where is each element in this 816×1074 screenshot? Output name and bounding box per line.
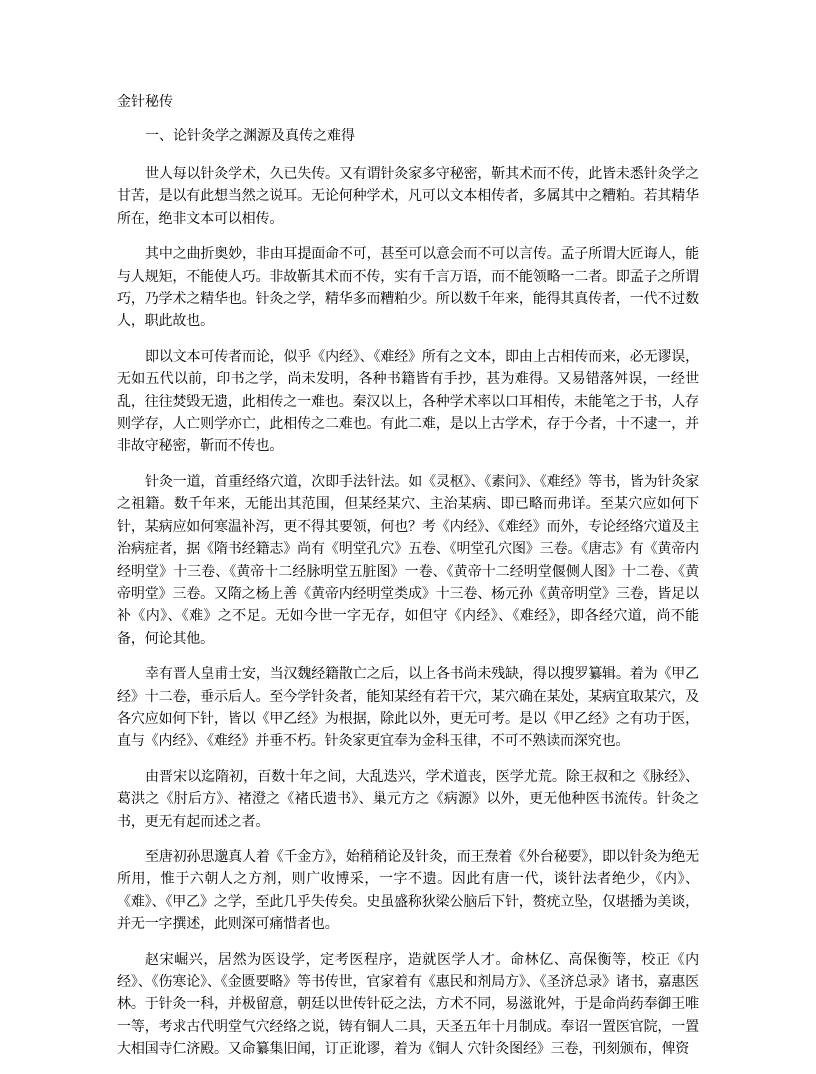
paragraph: 由晋宋以迄隋初，百数十年之间，大乱迭兴，学术道丧，医学尤荒。除王叔和之《脉经》、葛洪之《肘后方》、褚澄之《褚氏遗书》、巢元方之《病源》以外，更无他种医书流传。针灸之书，更无有起而述之者。 (117, 768, 699, 830)
document-title: 金针秘传 (117, 94, 173, 110)
paragraph: 针灸一道，首重经络穴道，次即手法针法。如《灵枢》、《素问》、《难经》等书，皆为针灸家之祖籍。数千年来，无能出其范围，但某经某穴、主治某病、即已略而弗详。至某穴应如何下针，某病应如何寒温补泻，更不得其要领，何也？考《内经》、《难经》而外，专论经络穴道及主治病症者，据《隋书经籍志》尚有《明堂孔穴》五卷、《明堂孔穴图》三卷。《唐志》有《黄帝内经明堂》十三卷、《黄帝十二经脉明堂五脏图》一卷、《黄帝十二经明堂偃侧人图》十二卷、《黄帝明堂》三卷。又隋之杨上善《黄帝内经明堂类成》十三卷、杨元孙《黄帝明堂》三卷，皆足以补《内》、《难》之不足。无如今世一字无存，如但守《内经》、《难经》，即各经穴道，尚不能备，何论其他。 (117, 473, 699, 647)
paragraph: 至唐初孙思邈真人着《千金方》，始稍稍论及针灸，而王焘着《外台秘要》，即以针灸为绝无所用，惟于六朝人之方剂，则广收博采，一字不遗。因此有唐一代，谈针法者绝少，《内》、《难》、《甲乙》之学，至此几乎失传矣。史虽盛称狄梁公脑后下针，赘疣立坠，仅堪播为美谈，并无一字撰述，此则深可痛惜者也。 (117, 848, 699, 933)
paragraph: 赵宋崛兴，居然为医设学，定考医程序，造就医学人才。命林亿、高保衡等，校正《内经》、《伤寒论》、《金匮要略》等书传世，官家着有《惠民和剂局方》、《圣济总录》诸书，嘉惠医林。于针灸一科，并极留意，朝廷以世传针砭之法，方术不同，易滋讹舛，于是命尚药奉御王唯一等，考求古代明堂气穴经络之说，铸有铜人二具，天圣五年十月制成。奉诏一置医官院，一置大相国寺仁济殿。又命纂集旧闻，订正讹谬，着为《铜人 穴针灸图经》三卷，刊刻颁布，俾资 (117, 951, 699, 1058)
section-heading: 一、论针灸学之渊源及真传之难得 (145, 128, 355, 144)
paragraph: 世人每以针灸学术，久已失传。又有谓针灸家多守秘密，靳其术而不传，此皆未悉针灸学之甘苦，是以有此想当然之说耳。无论何种学术，凡可以文本相传者，多属其中之糟粕。若其精华所在，绝非文本可以相传。 (117, 166, 699, 227)
paragraph: 幸有晋人皇甫士安，当汉魏经籍散亡之后，以上各书尚未残缺，得以搜罗纂辑。着为《甲乙经》十二卷，垂示后人。至今学针灸者，能知某经有若干穴，某穴确在某处，某病宜取某穴，及各穴应如何下针，皆以《甲乙经》为根据，除此以外，更无可考。是以《甲乙经》之有功于医，直与《内经》、《难经》并垂不朽。针灸家更宜奉为金科玉律，不可不熟读而深究也。 (117, 666, 699, 750)
paragraph: 其中之曲折奥妙，非由耳提面命不可，甚至可以意会而不可以言传。孟子所谓大匠诲人，能与人规矩，不能使人巧。非故靳其术而不传，实有千言万语，而不能领略一二者。即孟子之所谓巧，乃学术之精华也。针灸之学，精华多而糟粕少。所以数千年来，能得其真传者，一代不过数人，职此故也。 (117, 246, 699, 330)
paragraph: 即以文本可传者而论，似乎《内经》、《难经》所有之文本，即由上古相传而来，必无谬误，无如五代以前，印书之学，尚未发明，各种书籍皆有手抄，甚为难得。又易错落舛误，一经世乱，往往焚毁无遗，此相传之一难也。秦汉以上，各种学术率以口耳相传，未能笔之于书，人存则学存，人亡则学亦亡，此相传之二难也。有此二难，是以上古学术，存于今者，十不逮一，并非故守秘密，靳而不传也。 (117, 348, 699, 455)
document-page (117, 93, 699, 1074)
